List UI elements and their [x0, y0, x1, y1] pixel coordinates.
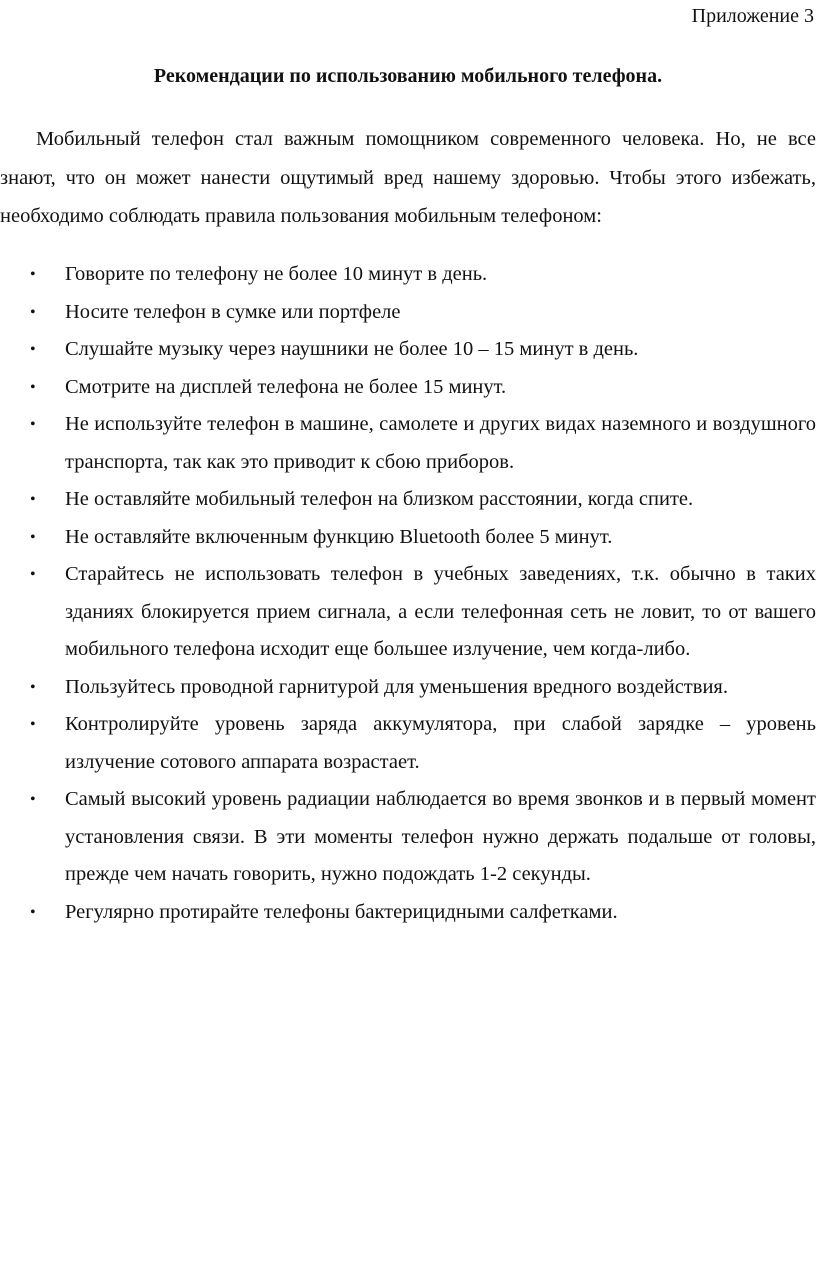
bullet-icon: •	[30, 716, 36, 733]
intro-paragraph: Мобильный телефон стал важным помощником современного человека. Но, не все знают, что он может нанести ощутимый вред нашему здоровью. Чтобы этого избежать, необходимо соблюдать правила пользования мобильным телефоном:	[0, 128, 816, 227]
list-item	[0, 369, 816, 407]
list-item-text: Не оставляйте включенным функцию Bluetooth более 5 минут.	[65, 525, 613, 548]
list-item	[0, 256, 816, 294]
list-item	[0, 556, 816, 669]
bullet-icon: •	[30, 791, 36, 808]
list-item-text: Говорите по телефону не более 10 минут в день.	[65, 263, 488, 285]
bullet-icon: •	[30, 341, 36, 358]
bullet-icon: •	[30, 378, 36, 396]
list-item	[0, 781, 816, 894]
list-item	[0, 519, 816, 557]
bullet-icon: •	[30, 416, 36, 433]
bullet-icon: •	[30, 528, 36, 546]
list-item-text: Носите телефон в сумке или портфеле	[65, 300, 401, 323]
list-item-text: Старайтесь не использовать телефон в учебных заведениях, т.к. обычно в таких зданиях блокируется прием сигнала, а если телефонная сеть не ловит, то от вашего мобильного телефона исходит еще большее излучение, чем когда-либо.	[65, 563, 816, 660]
list-item	[0, 331, 816, 369]
bullet-icon: •	[30, 678, 36, 696]
list-item-text: Пользуйтесь проводной гарнитурой для уменьшения вредного воздействия.	[65, 675, 728, 698]
bullet-icon: •	[30, 903, 36, 921]
list-item-text: Регулярно протирайте телефоны бактерицидными салфетками.	[65, 900, 618, 923]
bullet-icon: •	[30, 566, 36, 583]
list-item	[0, 294, 816, 332]
list-item	[0, 406, 816, 481]
list-item-text: Смотрите на дисплей телефона не более 15 минут.	[65, 375, 507, 398]
recommendations-list	[0, 256, 816, 931]
list-item-text: Не используйте телефон в машине, самолете и других видах наземного и воздушного транспорта, так как это приводит к сбою приборов.	[65, 413, 816, 473]
list-item-text: Не оставляйте мобильный телефон на близком расстоянии, когда спите.	[65, 488, 694, 510]
list-item-text: Слушайте музыку через наушники не более 10 – 15 минут в день.	[65, 338, 639, 360]
list-item	[0, 894, 816, 932]
bullet-icon: •	[30, 491, 36, 508]
appendix-label: Приложение 3	[691, 5, 814, 27]
list-item	[0, 481, 816, 519]
list-item	[0, 706, 816, 781]
bullet-icon: •	[30, 303, 36, 321]
list-item-text: Самый высокий уровень радиации наблюдается во время звонков и в первый момент установления связи. В эти моменты телефон нужно держать подальше от головы, прежде чем начать говорить, нужно подождать 1-2 секунды.	[65, 788, 816, 885]
list-item-text: Контролируйте уровень заряда аккумулятора, при слабой зарядке – уровень излучение сотового аппарата возрастает.	[65, 713, 816, 773]
list-item	[0, 669, 816, 707]
bullet-icon: •	[30, 266, 36, 283]
document-title: Рекомендации по использованию мобильного телефона.	[153, 65, 663, 87]
